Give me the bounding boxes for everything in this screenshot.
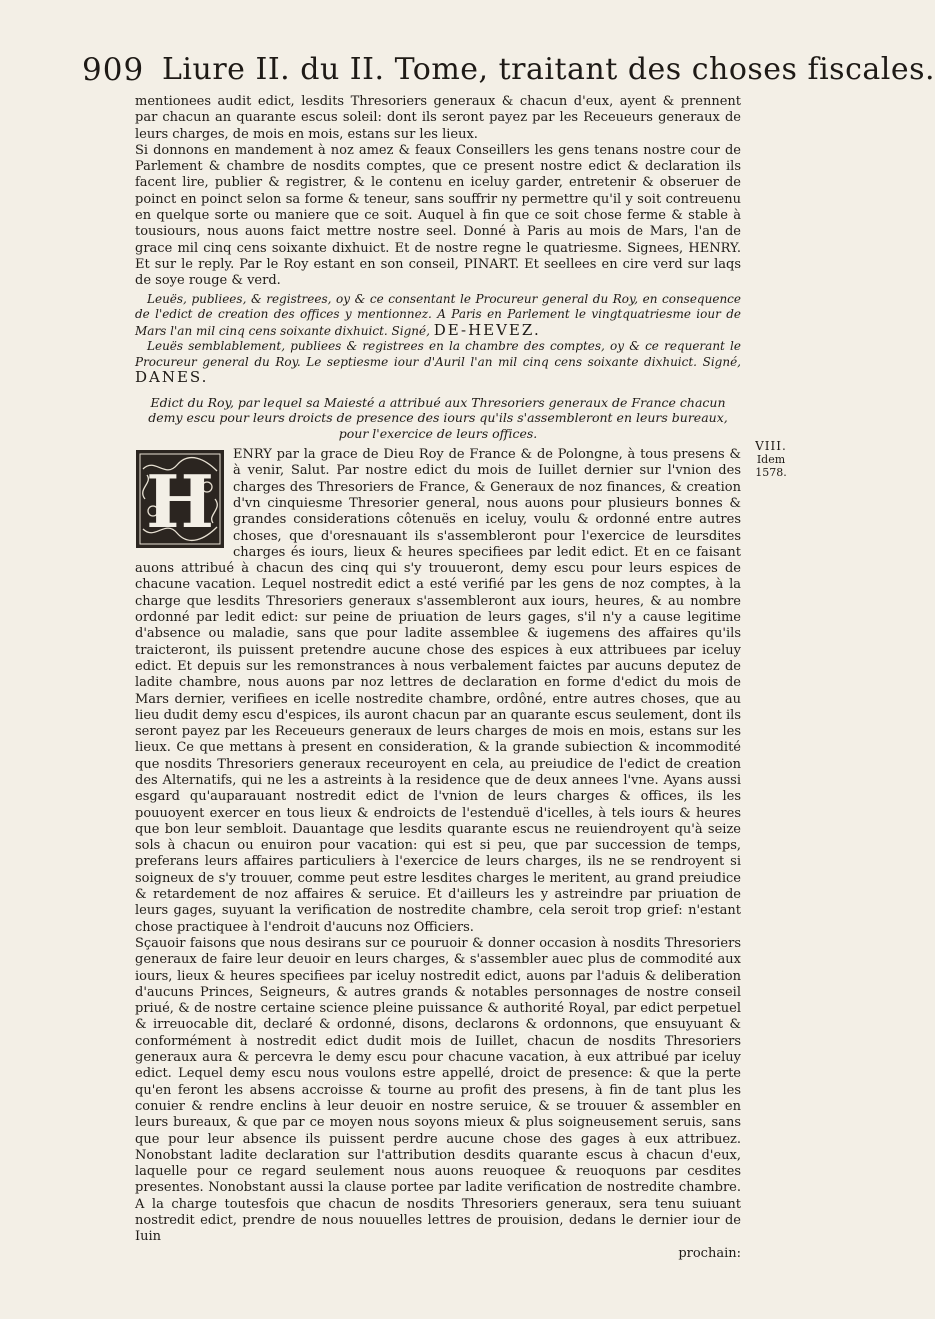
registration-chamber: Leuës semblablement, publiees & registrees en la chambre des comptes, oy & ce requerant le Procureur general du Roy. Le septiesme iour d'Auril l'an mil cinq cens soixante dixhuict. Signé, DANES. <box>135 339 741 387</box>
margin-note-number: VIII. <box>755 439 787 453</box>
running-title: Liure II. du II. Tome, traitant des choses fiscales. <box>162 52 935 87</box>
ornamental-initial-icon <box>135 449 225 549</box>
text-body <box>135 94 741 1262</box>
edict-text <box>135 447 741 1262</box>
edict-title: Edict du Roy, par lequel sa Maiesté a attribué aux Thresoriers generaux de France chacun demy escu pour leurs droicts de presence des iours qu'ils s'assembleront en leurs bureaux, pour l'exercice de leurs offices. <box>148 394 728 441</box>
paragraph: mentionees audit edict, lesdits Thresoriers generaux & chacun d'eux, ayent & prennent par chacun an quarante escus soleil: dont ils seront payez par les Receueurs generaux de leurs charges, de mois en mois, estans sur les lieux. <box>135 94 741 142</box>
paragraph: Sçauoir faisons que nous desirans sur ce pouruoir & donner occasion à nosdits Thresoriers generaux de faire leur deuoir en leurs charges, & s'assembler auec plus de commodité aux iours, lieux & heures specifiees par iceluy nostredit edict, auons par l'aduis & deliberation d'aucuns Princes, Seigneurs, & autres grands & notables personnages de nostre conseil priué, & de nostre certaine science pleine puissance & authorité Royal, par edict perpetuel & irreuocable dit, declaré & ordonné, disons, declarons & ordonnons, que ensuyuant & conformément à nostredit edict dudit mois de Iuillet, chacun de nosdits Thresoriers generaux aura & percevra le demy escu pour chacune vacation, à eux attribué par iceluy edict. Lequel demy escu nous voulons estre appellé, droict de presence: & que la perte qu'en feront les absens accroisse & tourne au profit des presens, à fin de tant plus les conuier & rendre enclins à leur deuoir en nostre seruice, & se trouuer & assembler en leurs bureaux, & que par ce moyen nous soyons mieux & plus soigneusement seruis, sans que pour leur absence ils puissent perdre aucune chose des gages à eux attribuez. Nonobstant ladite declaration sur l'attribution desdits quarante escus à chacun d'eux, laquelle pour ce regard seulement nous auons reuoquee & reuoquons par cesdites presentes. Nonobstant aussi la clause portee par ladite verification de nostredite chambre. A la charge toutesfois que chacun de nosdits Thresoriers generaux, sera tenu suiuant nostredit edict, prendre de nous nouuelles lettres de prouision, dedans le dernier iour de Iuin <box>135 935 741 1245</box>
page-number: 909 <box>82 52 145 88</box>
signature: DANES. <box>135 368 209 387</box>
registration-parliament: Leuës, publiees, & registrees, oy & ce consentant le Procureur general du Roy, en consequence de l'edict de creation des offices y mentionnez. A Paris en Parlement le vingtquatriesme iour de Mars l'an mil cinq cens soixante dixhuict. Signé, DE-HEVEZ. <box>135 291 741 339</box>
margin-note-ref: Idem 1578. <box>755 453 787 479</box>
registration-notes <box>135 292 741 387</box>
decorated-initial <box>135 449 225 549</box>
paragraph: Si donnons en mandement à noz amez & feaux Conseillers les gens tenans nostre cour de Parlement & chambre de nosdits comptes, que ce present nostre edict & declaration ils facent lire, publier & registrer, & le contenu en iceluy garder, entretenir & obseruer de poinct en poinct selon sa forme & teneur, sans souffrir ny permettre qu'il y soit contreuenu en quelque sorte ou maniere que ce soit. Auquel à fin que ce soit chose ferme & stable à tousiours, nous auons faict mettre nostre seel. Donné à Paris au mois de Mars, l'an de grace mil cinq cens soixante dixhuict. Et de nostre regne le quatriesme. Signees, HENRY. Et sur le reply. Par le Roy estant en son conseil, PINART. Et seellees en cire verd sur laqs de soye rouge & verd. <box>135 142 741 289</box>
catchword: prochain: <box>678 1245 741 1261</box>
signature: DE-HEVEZ. <box>433 320 541 339</box>
paragraph: ENRY par la grace de Dieu Roy de France & de Polongne, à tous presens & à venir, Salut. Par nostre edict du mois de Iuillet dernier sur l'vnion des charges des Thresoriers de France, & Generaux de noz finances, & creation d'vn cinquiesme Thresorier general, nous auons pour plusieurs bonnes & grandes considerations côtenuës en iceluy, voulu & ordonné entre autres choses, que d'oresnauant ils s'assembleront pour l'exercice de leursdites charges és iours, lieux & heures specifiees par ledit edict. Et en ce faisant auons attribué à chacun des cinq qui s'y trouueront, demy escu pour leurs espices de chacune vacation. Lequel nostredit edict a esté verifié par les gens de noz comptes, à la charge que lesdits Thresoriers generaux s'assembleront aux iours, heures, & au nombre ordonné par ledit edict: sur peine de priuation de leurs gages, s'il n'y a cause legitime d'absence ou maladie, sans que pour ladite assemblee & iugemens des affaires qu'ils traicteront, ils puissent pretendre aucune chose des espices à eux attribuees par iceluy edict. Et depuis sur les remonstrances à nous verbalement faictes par aucuns deputez de ladite chambre, nous auons par noz lettres de declaration en forme d'edict du mois de Mars dernier, verifiees en icelle nostredite chambre, ordôné, entre autres choses, que au lieu dudit demy escu d'espices, ils auront chacun par an quarante escus seulement, dont ils seront payez par les Receueurs generaux de leurs charges de mois en mois, estans sur les lieux. Ce que mettans à present en consideration, & la grande subiection & incommodité que nosdits Thresoriers generaux receuroyent en cela, au preiudice de l'edict de creation des Alternatifs, qui ne les a astreints à la residence que de deux annees l'vne. Ayans aussi esgard qu'auparauant nostredit edict de l'vnion de leurs charges & offices, ils les pouuoyent exercer en tous lieux & endroicts de l'estenduë d'icelles, à tels iours & heures que bon leur sembloit. Dauantage que lesdits quarante escus ne reuiendroyent qu'à seize sols à chacun ou enuiron pour vacation: qui est si peu, que par succession de temps, preferans leurs affaires particuliers à l'exercice de leurs charges, ils ne se rendroyent si soigneux de s'y trouuer, comme peut estre lesdites charges le meritent, au grand preiudice & retardement de noz affaires & seruice. Et d'ailleurs les y astreindre par priuation de leurs gages, suyuant la verification de nostredite chambre, cela seroit trop grief: n'estant chose practiquee à l'endroit d'aucuns noz Officiers. <box>135 447 741 935</box>
spacer <box>135 387 741 395</box>
margin-note <box>745 440 797 479</box>
running-header <box>82 48 935 92</box>
svg-text:H: H <box>145 459 215 545</box>
